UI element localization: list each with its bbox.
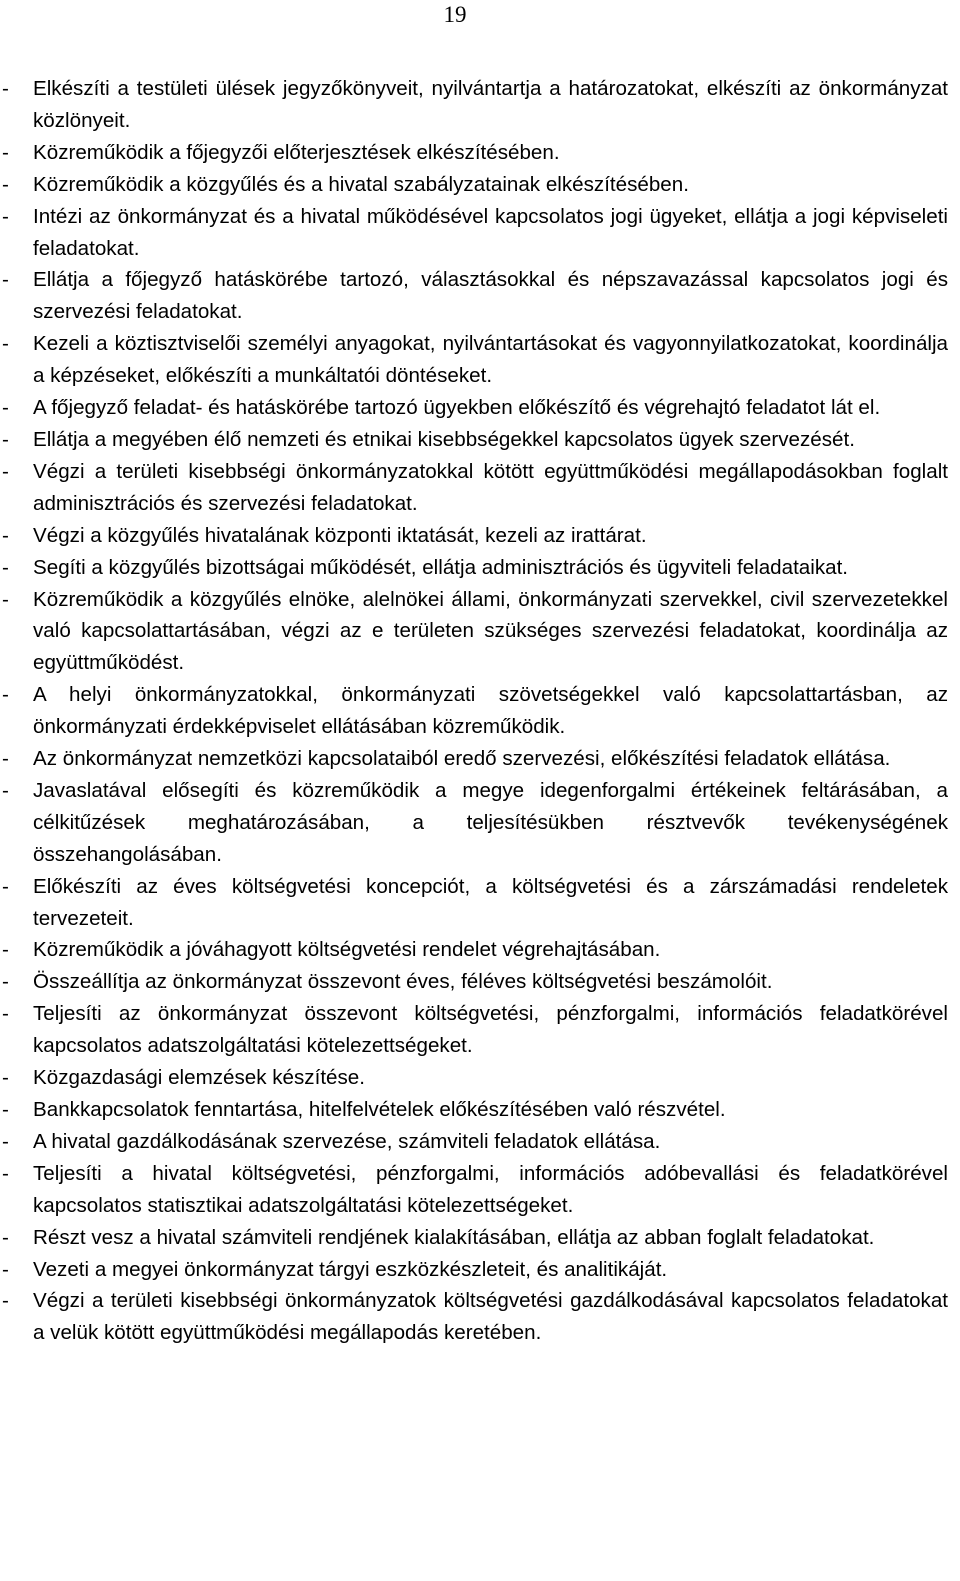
list-item-text: Közgazdasági elemzések készítése.: [33, 1066, 365, 1090]
bullet-dash: -: [2, 77, 9, 100]
list-item-text: Intézi az önkormányzat és a hivatal működésével kapcsolatos jogi ügyeket, ellátja a jogi képviseleti feladatokat.: [33, 204, 948, 260]
list-item-text: Segíti a közgyűlés bizottságai működését, ellátja adminisztrációs és ügyviteli feladataikat.: [33, 555, 849, 579]
bullet-dash: -: [2, 396, 9, 420]
list-item: [0, 1126, 948, 1158]
list-item-text: Közreműködik a főjegyzői előterjesztések elkészítésében.: [33, 140, 560, 164]
list-item-text: Közreműködik a közgyűlés és a hivatal szabályzatainak elkészítésében.: [33, 172, 689, 196]
list-item: [0, 743, 948, 775]
bullet-dash: -: [2, 140, 9, 164]
bullet-dash: -: [2, 587, 9, 611]
list-item: [0, 966, 948, 998]
bullet-dash: -: [2, 1257, 9, 1281]
list-item-text: Összeállítja az önkormányzat összevont éves, féléves költségvetési beszámolóit.: [33, 970, 773, 994]
list-item: [0, 871, 948, 935]
bullet-dash: -: [2, 1161, 9, 1185]
list-item: [0, 137, 948, 169]
list-item: [0, 1254, 948, 1286]
bullet-dash: -: [2, 172, 9, 196]
list-item: [0, 552, 948, 584]
list-item-text: Javaslatával elősegíti és közreműködik a megye idegenforgalmi értékeinek feltárásában, a célkitűzések meghatározásában, a teljesítésükben résztvevők tevékenységének összehangolásában.: [33, 778, 948, 866]
task-list: [0, 73, 948, 1349]
list-item-text: Az önkormányzat nemzetközi kapcsolataiból eredő szervezési, előkészítési feladatok ellátása.: [33, 747, 891, 771]
list-item: [0, 998, 948, 1062]
bullet-dash: -: [2, 459, 9, 483]
list-item: [0, 520, 948, 552]
list-item: [0, 1285, 948, 1349]
list-item-text: Végzi a területi kisebbségi önkormányzatok költségvetési gazdálkodásával kapcsolatos feladatokat a velük kötött együttműködési megállapodás keretében.: [33, 1289, 948, 1345]
list-item: [0, 328, 948, 392]
list-item: [0, 201, 948, 265]
list-item: [0, 424, 948, 456]
bullet-dash: -: [2, 778, 9, 802]
list-item-text: Közreműködik a közgyűlés elnöke, alelnökei állami, önkormányzati szervekkel, civil szervezetekkel való kapcsolattartásában, végzi az e területen szükséges szervezési feladatokat, koordinálja az együttműködést.: [33, 587, 948, 675]
list-item-text: Bankkapcsolatok fenntartása, hitelfelvételek előkészítésében való részvétel.: [33, 1098, 726, 1121]
bullet-dash: -: [2, 204, 9, 228]
list-item: [0, 264, 948, 328]
list-item: [0, 169, 948, 201]
list-item-text: A hivatal gazdálkodásának szervezése, számviteli feladatok ellátása.: [33, 1129, 661, 1153]
bullet-dash: -: [2, 874, 9, 898]
list-item-text: Végzi a közgyűlés hivatalának központi iktatását, kezeli az irattárat.: [33, 523, 647, 547]
bullet-dash: -: [2, 427, 9, 451]
list-item: [0, 934, 948, 966]
list-item-text: Teljesíti az önkormányzat összevont költségvetési, pénzforgalmi, információs feladatkörével kapcsolatos adatszolgáltatási kötelezettségeket.: [33, 1002, 948, 1058]
list-item: [0, 392, 948, 424]
list-item-text: Közreműködik a jóváhagyott költségvetési rendelet végrehajtásában.: [33, 938, 661, 962]
bullet-dash: -: [2, 683, 9, 707]
bullet-dash: -: [2, 1098, 9, 1121]
list-item-text: Teljesíti a hivatal költségvetési, pénzforgalmi, információs adóbevallási és feladatkörével kapcsolatos statisztikai adatszolgáltatási kötelezettségeket.: [33, 1161, 948, 1217]
bullet-dash: -: [2, 1002, 9, 1026]
list-item: [0, 73, 948, 137]
list-item-text: A helyi önkormányzatokkal, önkormányzati szövetségekkel való kapcsolattartásban, az önkormányzati érdekképviselet ellátásában közreműködik.: [33, 683, 948, 739]
list-item: [0, 775, 948, 871]
bullet-dash: -: [2, 1225, 9, 1249]
bullet-dash: -: [2, 332, 9, 356]
bullet-dash: -: [2, 1066, 9, 1090]
list-item-text: Kezeli a köztisztviselői személyi anyagokat, nyilvántartásokat és vagyonnyilatkozatokat, koordinálja a képzéseket, előkészíti a munkáltatói döntéseket.: [33, 332, 948, 388]
list-item: [0, 456, 948, 520]
list-item-text: Részt vesz a hivatal számviteli rendjének kialakításában, ellátja az abban foglalt feladatokat.: [33, 1225, 875, 1249]
list-item: [0, 1222, 948, 1254]
list-item: [0, 584, 948, 680]
bullet-dash: -: [2, 268, 9, 292]
bullet-dash: -: [2, 970, 9, 994]
list-item-text: Előkészíti az éves költségvetési koncepciót, a költségvetési és a zárszámadási rendeletek tervezeteit.: [33, 874, 948, 930]
list-item-text: Végzi a területi kisebbségi önkormányzatokkal kötött együttműködési megállapodásokban foglalt adminisztrációs és szervezési feladatokat.: [33, 459, 948, 515]
list-item-text: Ellátja a megyében élő nemzeti és etnikai kisebbségekkel kapcsolatos ügyek szervezését.: [33, 427, 855, 451]
list-item: [0, 1094, 948, 1126]
bullet-dash: -: [2, 1129, 9, 1153]
list-item-text: A főjegyző feladat- és hatáskörébe tartozó ügyekben előkészítő és végrehajtó feladatot lát el.: [33, 396, 881, 420]
bullet-dash: -: [2, 1289, 9, 1313]
page-number: 19: [443, 2, 467, 27]
bullet-dash: -: [2, 555, 9, 579]
bullet-dash: -: [2, 747, 9, 771]
list-item-text: Ellátja a főjegyző hatáskörébe tartozó, választásokkal és népszavazással kapcsolatos jogi és szervezési feladatokat.: [33, 268, 948, 324]
bullet-dash: -: [2, 938, 9, 962]
bullet-dash: -: [2, 523, 9, 547]
list-item: [0, 679, 948, 743]
list-item: [0, 1158, 948, 1222]
list-item-text: Elkészíti a testületi ülések jegyzőkönyveit, nyilvántartja a határozatokat, elkészíti az önkormányzat közlönyeit.: [33, 77, 948, 132]
list-item: [0, 1062, 948, 1094]
list-item-text: Vezeti a megyei önkormányzat tárgyi eszközkészleteit, és analitikáját.: [33, 1257, 668, 1281]
